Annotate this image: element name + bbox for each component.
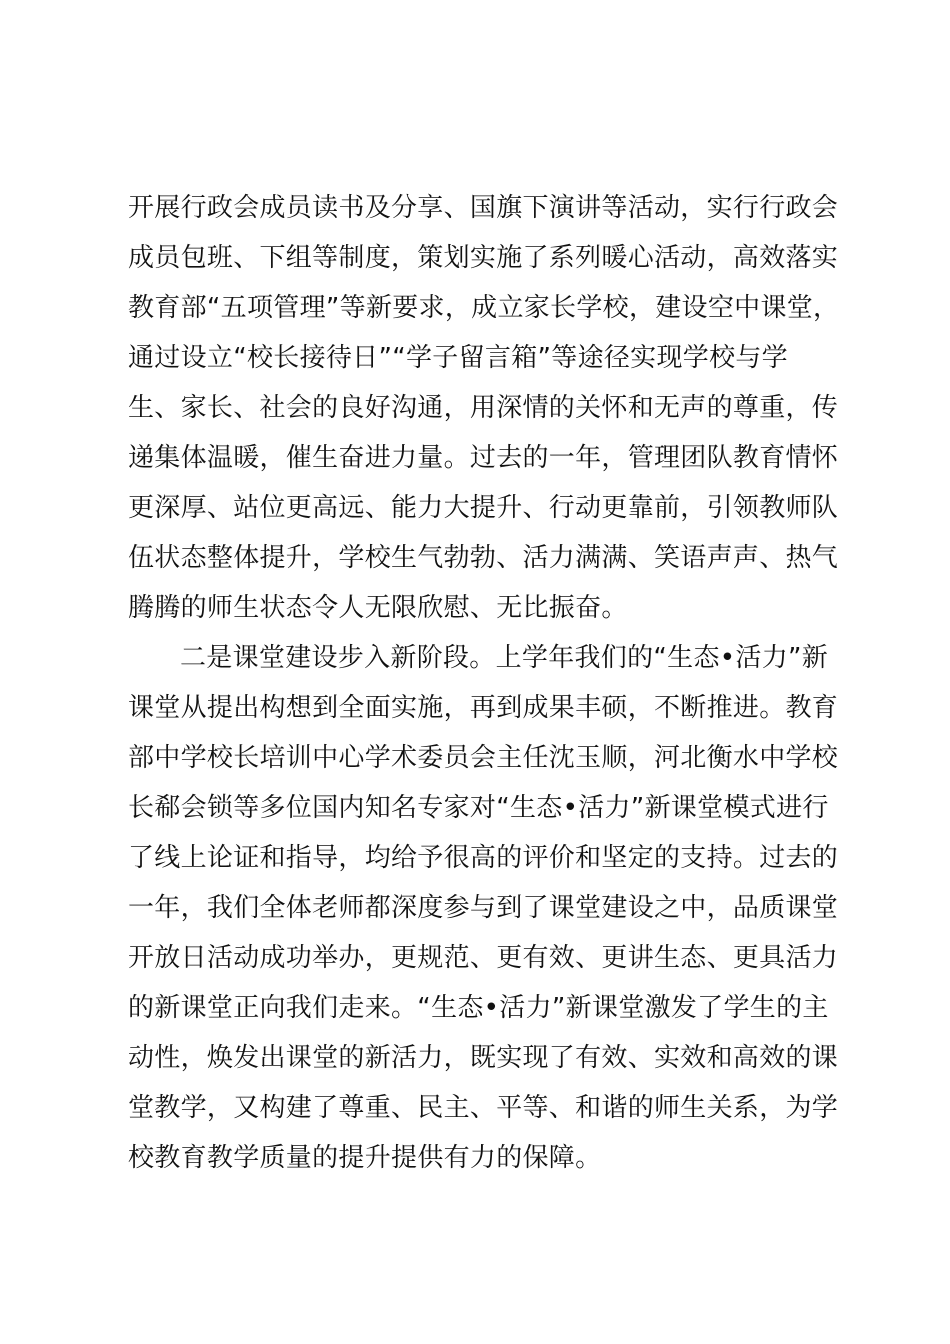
text-line: 通过设立“校长接待日”“学子留言箱”等途径实现学校与学	[128, 343, 788, 373]
text-line: 更深厚、站位更高远、能力大提升、行动更靠前，引领教师队	[128, 493, 839, 523]
text-line: 二是课堂建设步入新阶段。上学年我们的“生态•活力”新	[180, 643, 829, 673]
text-line: 开放日活动成功举办，更规范、更有效、更讲生态、更具活力	[128, 943, 839, 973]
text-line: 生、家长、社会的良好沟通，用深情的关怀和无声的尊重，传	[128, 393, 839, 423]
text-line: 堂教学，又构建了尊重、民主、平等、和谐的师生关系，为学	[128, 1093, 839, 1123]
text-line: 递集体温暖，催生奋进力量。过去的一年，管理团队教育情怀	[128, 443, 839, 473]
text-line: 了线上论证和指导，均给予很高的评价和坚定的支持。过去的	[128, 843, 839, 873]
paragraph-2	[128, 633, 838, 1183]
document-body	[128, 183, 838, 1183]
text-line: 教育部“五项管理”等新要求，成立家长学校，建设空中课堂，	[128, 293, 840, 323]
text-line: 课堂从提出构想到全面实施，再到成果丰硕，不断推进。教育	[128, 693, 839, 723]
text-line: 一年，我们全体老师都深度参与到了课堂建设之中，品质课堂	[128, 893, 839, 923]
text-line: 校教育教学质量的提升提供有力的保障。	[128, 1143, 602, 1173]
paragraph-1	[128, 183, 838, 633]
text-line: 的新课堂正向我们走来。“生态•活力”新课堂激发了学生的主	[128, 993, 829, 1023]
text-line: 伍状态整体提升，学校生气勃勃、活力满满、笑语声声、热气	[128, 543, 839, 573]
text-line: 长郗会锁等多位国内知名专家对“生态•活力”新课堂模式进行	[128, 793, 829, 823]
text-line: 成员包班、下组等制度，策划实施了系列暖心活动，高效落实	[128, 243, 839, 273]
text-line: 开展行政会成员读书及分享、国旗下演讲等活动，实行行政会	[128, 193, 839, 223]
text-line: 腾腾的师生状态令人无限欣慰、无比振奋。	[128, 593, 628, 623]
text-line: 动性，焕发出课堂的新活力，既实现了有效、实效和高效的课	[128, 1043, 839, 1073]
text-line: 部中学校长培训中心学术委员会主任沈玉顺，河北衡水中学校	[128, 743, 839, 773]
